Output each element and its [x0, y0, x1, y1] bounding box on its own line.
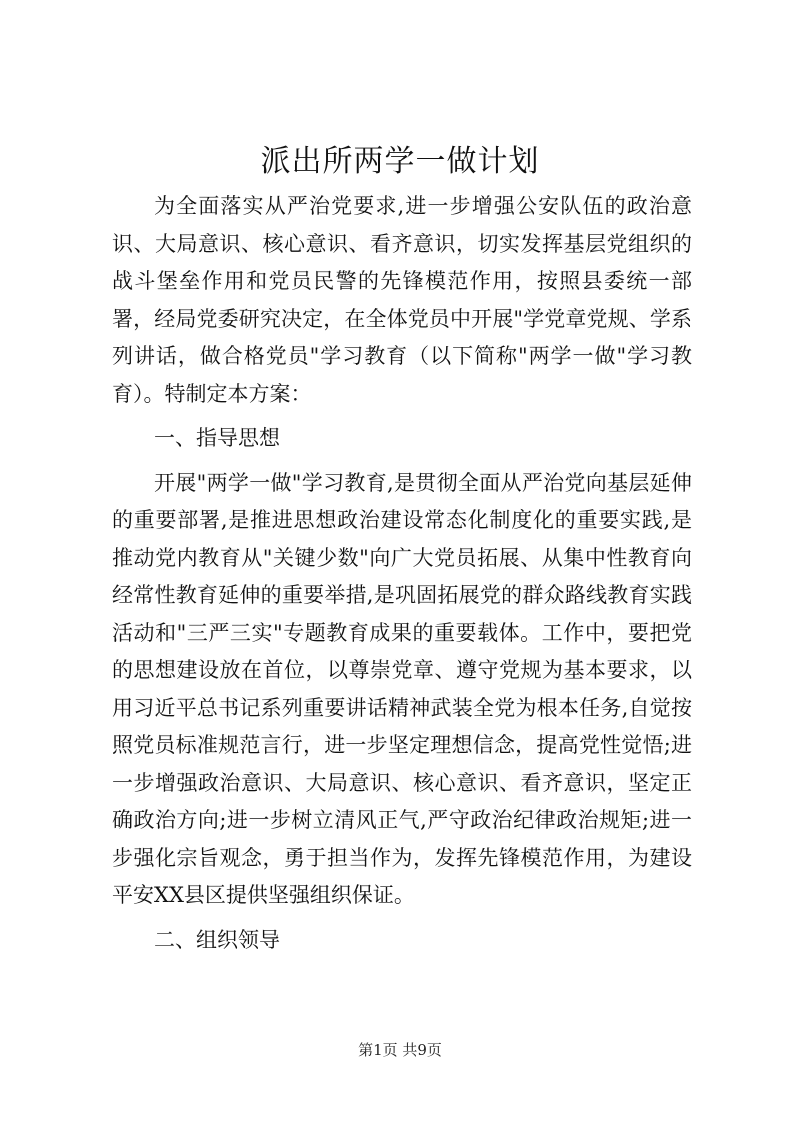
document-title: 派出所两学一做计划 [260, 144, 540, 179]
document-body [112, 188, 692, 959]
guiding-ideology-paragraph: 开展"两学一做"学习教育,是贯彻全面从严治党向基层延伸的重要部署,是推进思想政治建设常态化制度化的重要实践,是推动党内教育从"关键少数"向广大党员拓展、从集中性教育向经常性教育延伸的重要举措,是巩固拓展党的群众路线教育实践活动和"三严三实"专题教育成果的重要载体。工作中，要把党的思想建设放在首位，以尊崇党章、遵守党规为基本要求，以用习近平总书记系列重要讲话精神武装全党为根本任务,自觉按照党员标准规范言行，进一步坚定理想信念，提高党性觉悟;进一步增强政治意识、大局意识、核心意识、看齐意识，坚定正确政治方向;进一步树立清风正气,严守政治纪律政治规矩;进一步强化宗旨观念，勇于担当作为，发挥先锋模范作用，为建设平安XX县区提供坚强组织保证。 [112, 470, 692, 907]
section-heading-organization-leadership: 二、组织领导 [154, 927, 280, 952]
section-heading-guiding-ideology: 一、指导思想 [154, 426, 280, 450]
intro-paragraph: 为全面落实从严治党要求,进一步增强公安队伍的政治意识、大局意识、核心意识、看齐意识，切实发挥基层党组织的战斗堡垒作用和党员民警的先锋模范作用，按照县委统一部署，经局党委研究决定，在全体党员中开展"学党章党规、学系列讲话，做合格党员"学习教育（以下简称"两学一做"学习教育）。特制定本方案： [112, 194, 692, 406]
page-number-footer: 第1页 共9页 [358, 1041, 442, 1059]
